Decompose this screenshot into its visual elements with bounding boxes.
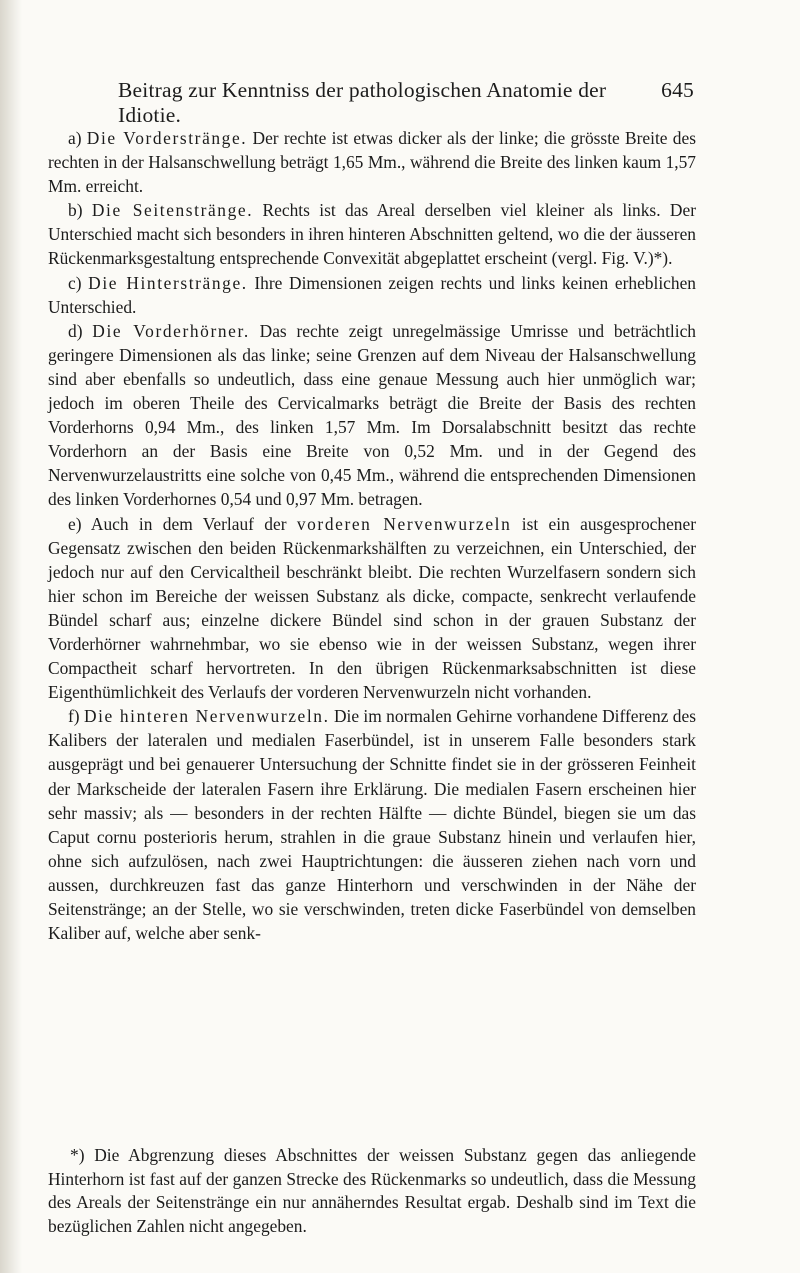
body-text (48, 126, 696, 945)
item-marker: e) (68, 513, 91, 534)
paragraph-text: Ihre Dimensionen zeigen rechts und links keinen erheblichen Unterschied. (48, 272, 696, 317)
paragraph-d (48, 319, 696, 512)
item-marker: a) (68, 128, 87, 148)
paragraph-text: Die im normalen Gehirne vorhandene Differenz des Kalibers der lateralen und medialen Faserbündel, ist in unserem Falle besonders stark ausgeprägt und bei genauerer Untersuchung der Schnitte findet sie in der grösseren Feinheit der Markscheide der lateralen Fasern ihre Erklärung. Die medialen Fasern erscheinen hier sehr massiv; als — besonders in der rechten Hälfte — dichte Bündel, biegen sie um das Caput cornu posterioris herum, strahlen in die graue Substanz hinein und verlaufen hier, ohne sich aufzulösen, nach zwei Hauptrichtungen: die äusseren ziehen nach vorn und aussen, durchkreuzen fast das ganze Hinterhorn und verschwinden in der Nähe der Seitenstränge; an der Stelle, wo sie verschwinden, treten dicke Faserbündel von demselben Kaliber auf, welche aber senk- (48, 706, 696, 944)
paragraph-text: Der rechte ist etwas dicker als der linke; die grösste Breite des rechten in der Halsanschwellung beträgt 1,65 Mm., während die Breite des linken kaum 1,57 Mm. erreicht. (48, 128, 696, 197)
section-term: Die Vorderhörner. (92, 320, 250, 341)
page-number: 645 (661, 78, 694, 102)
footnote (48, 1144, 696, 1238)
paragraph-b (48, 198, 696, 270)
item-marker: b) (68, 200, 92, 221)
section-term: vorderen Nervenwurzeln (296, 513, 512, 534)
paragraph-lead: Auch in dem Verlauf der (90, 513, 297, 534)
item-marker: f) (68, 706, 84, 727)
paragraph-e (48, 512, 696, 705)
running-header (118, 78, 694, 128)
paragraph-text: Das rechte zeigt unregelmässige Umrisse und beträchtlich geringere Dimensionen als das linke; seine Grenzen auf dem Niveau der Halsanschwellung sind aber ebenfalls so undeutlich, dass eine genaue Messung auch hier unmöglich war; jedoch im oberen Theile des Cervicalmarks beträgt die Breite der Basis des rechten Vorderhorns 0,94 Mm., des linken 1,57 Mm. Im Dorsalabschnitt besitzt das rechte Vorderhorn an der Basis eine Breite von 0,52 Mm. und in der Gegend des Nervenwurzelaustritts eine solche von 0,45 Mm., während die entsprechenden Dimensionen des linken Vorderhornes 0,54 und 0,97 Mm. betragen. (48, 320, 696, 510)
section-term: Die Seitenstränge. (91, 200, 254, 221)
paragraph-c (48, 271, 696, 319)
running-title: Beitrag zur Kenntniss der pathologischen Anatomie der Idiotie. (118, 78, 607, 127)
paragraph-f (48, 704, 696, 945)
page-gutter-shadow (0, 0, 22, 1273)
section-term: Die Hinterstränge. (88, 272, 248, 293)
section-term: Die hinteren Nervenwurzeln. (83, 706, 330, 727)
section-term: Die Vorderstränge. (86, 128, 248, 148)
paragraph-text: ist ein ausgesprochener Gegensatz zwischen den beiden Rückenmarkshälften zu verzeichnen, ein Unterschied, der jedoch nur auf den Cervicaltheil beschränkt bleibt. Die rechten Wurzelfasern sondern sich hier schon im Bereiche der weissen Substanz als dicke, compacte, senkrecht verlaufende Bündel scharf aus; einzelne dickere Bündel sind schon in der grauen Substanz der Vorderhörner wahrnehmbar, wo sie ebenso wie in der weissen Substanz, wegen ihrer Compactheit scharf hervortreten. In den übrigen Rückenmarksabschnitten ist diese Eigenthümlichkeit des Verlaufs der vorderen Nervenwurzeln nicht vorhanden. (48, 513, 696, 703)
paragraph-text: Rechts ist das Areal derselben viel kleiner als links. Der Unterschied macht sich besonders in ihren hinteren Abschnitten geltend, wo die der äusseren Rückenmarksgestaltung entsprechende Convexität abgeplattet erscheint (vergl. Fig. V.)*). (48, 200, 696, 269)
item-marker: d) (68, 320, 93, 341)
footnote-text: *) Die Abgrenzung dieses Abschnittes der weissen Substanz gegen das anliegende Hinterhorn ist fast auf der ganzen Strecke des Rückenmarks so undeutlich, dass die Messung des Areals der Seitenstränge ein nur annäherndes Resultat ergab. Deshalb sind im Text die bezüglichen Zahlen nicht angegeben. (48, 1145, 696, 1236)
paragraph-a (48, 126, 696, 198)
item-marker: c) (68, 272, 89, 293)
